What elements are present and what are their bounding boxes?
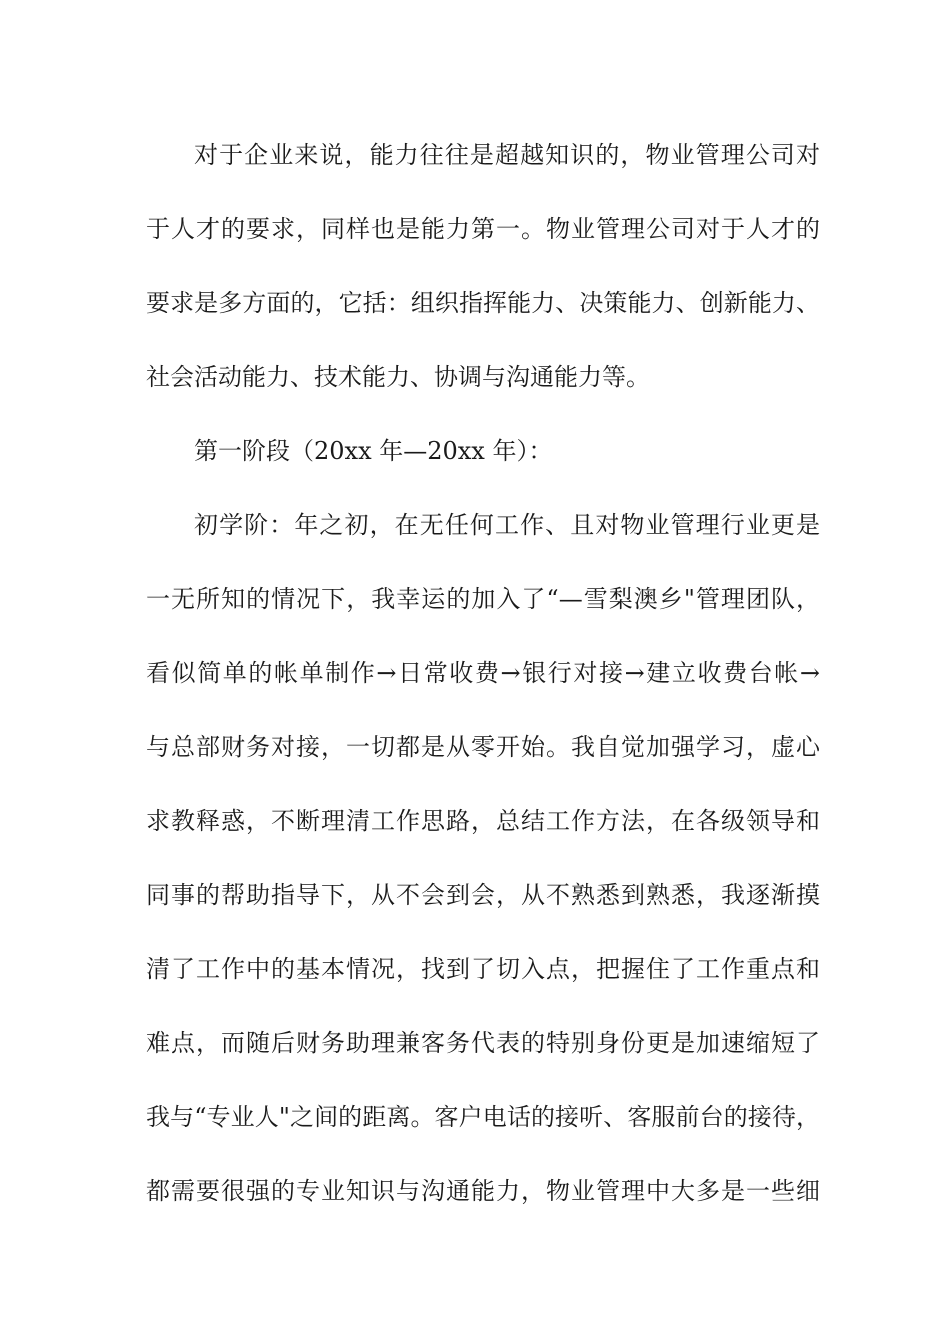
paragraph-line: 一无所知的情况下，我幸运的加入了“—雪梨澳乡"管理团队，	[146, 585, 820, 613]
section-heading: 第一阶段（20xx 年—20xx 年）：	[194, 437, 553, 465]
body-text	[146, 133, 826, 1243]
paragraph-line: 我与“专业人"之间的距离。客户电话的接听、客服前台的接待，	[146, 1103, 820, 1131]
paragraph-line: 初学阶：年之初，在无任何工作、且对物业管理行业更是	[194, 511, 820, 539]
paragraph-line: 都需要很强的专业知识与沟通能力，物业管理中大多是一些细	[146, 1177, 820, 1205]
paragraph-line: 社会活动能力、技术能力、协调与沟通能力等。	[146, 363, 650, 391]
paragraph-line: 与总部财务对接，一切都是从零开始。我自觉加强学习，虚心	[146, 733, 820, 761]
paragraph-line: 难点，而随后财务助理兼客务代表的特别身份更是加速缩短了	[146, 1029, 820, 1057]
paragraph-line: 对于企业来说，能力往往是超越知识的，物业管理公司对	[194, 141, 820, 169]
paragraph-line: 要求是多方面的，它括：组织指挥能力、决策能力、创新能力、	[146, 289, 820, 317]
paragraph-line: 于人才的要求，同样也是能力第一。物业管理公司对于人才的	[146, 215, 820, 243]
paragraph-line: 求教释惑，不断理清工作思路，总结工作方法，在各级领导和	[146, 807, 820, 835]
paragraph-line: 同事的帮助指导下，从不会到会，从不熟悉到熟悉，我逐渐摸	[146, 881, 820, 909]
paragraph-line: 看似简单的帐单制作→日常收费→银行对接→建立收费台帐→	[146, 659, 820, 687]
paragraph-line: 清了工作中的基本情况，找到了切入点，把握住了工作重点和	[146, 955, 820, 983]
